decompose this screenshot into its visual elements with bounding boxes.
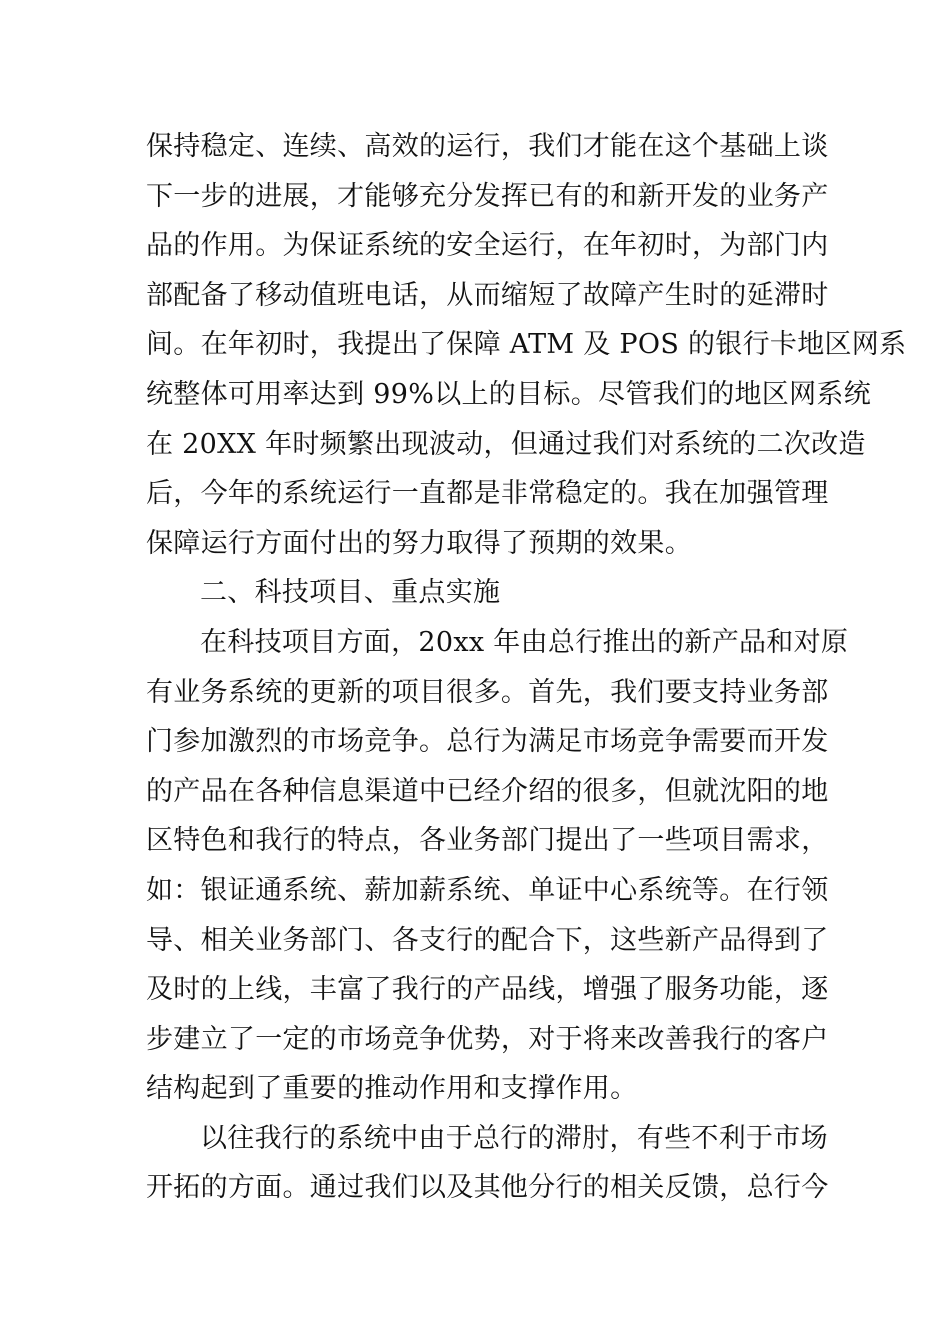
- text-line: 在科技项目方面，20xx 年由总行推出的新产品和对原: [200, 626, 849, 658]
- text-line: 区特色和我行的特点，各业务部门提出了一些项目需求，: [146, 825, 829, 857]
- text-line: 保持稳定、连续、高效的运行，我们才能在这个基础上谈: [146, 131, 829, 162]
- text-line: 导、相关业务部门、各支行的配合下，这些新产品得到了: [146, 924, 829, 956]
- text-line: 后，今年的系统运行一直都是非常稳定的。我在加强管理: [146, 478, 829, 510]
- text-line: 结构起到了重要的推动作用和支撑作用。: [146, 1073, 638, 1105]
- section-heading: 二、科技项目、重点实施: [200, 577, 501, 609]
- text-line: 统整体可用率达到 99%以上的目标。尽管我们的地区网系统: [146, 378, 871, 410]
- text-line: 以往我行的系统中由于总行的滞肘，有些不利于市场: [200, 1122, 828, 1154]
- text-line: 开拓的方面。通过我们以及其他分行的相关反馈，总行今: [146, 1172, 829, 1204]
- text-line: 的产品在各种信息渠道中已经介绍的很多，但就沈阳的地: [146, 775, 829, 807]
- text-line: 如：银证通系统、薪加薪系统、单证中心系统等。在行领: [146, 874, 829, 906]
- body-text: [146, 122, 907, 1213]
- text-line: 保障运行方面付出的努力取得了预期的效果。: [146, 527, 692, 559]
- text-line: 步建立了一定的市场竞争优势，对于将来改善我行的客户: [146, 1023, 829, 1055]
- text-line: 部配备了移动值班电话，从而缩短了故障产生时的延滞时: [146, 279, 829, 311]
- text-line: 门参加激烈的市场竞争。总行为满足市场竞争需要而开发: [146, 726, 829, 758]
- text-line: 及时的上线，丰富了我行的产品线，增强了服务功能，逐: [146, 974, 829, 1006]
- text-line: 下一步的进展，才能够充分发挥已有的和新开发的业务产: [146, 180, 829, 212]
- text-line: 品的作用。为保证系统的安全运行，在年初时，为部门内: [146, 230, 829, 262]
- text-line: 有业务系统的更新的项目很多。首先，我们要支持业务部: [146, 676, 829, 708]
- text-line: 在 20XX 年时频繁出现波动，但通过我们对系统的二次改造: [146, 428, 866, 460]
- text-line: 间。在年初时，我提出了保障 ATM 及 POS 的银行卡地区网系: [146, 329, 907, 361]
